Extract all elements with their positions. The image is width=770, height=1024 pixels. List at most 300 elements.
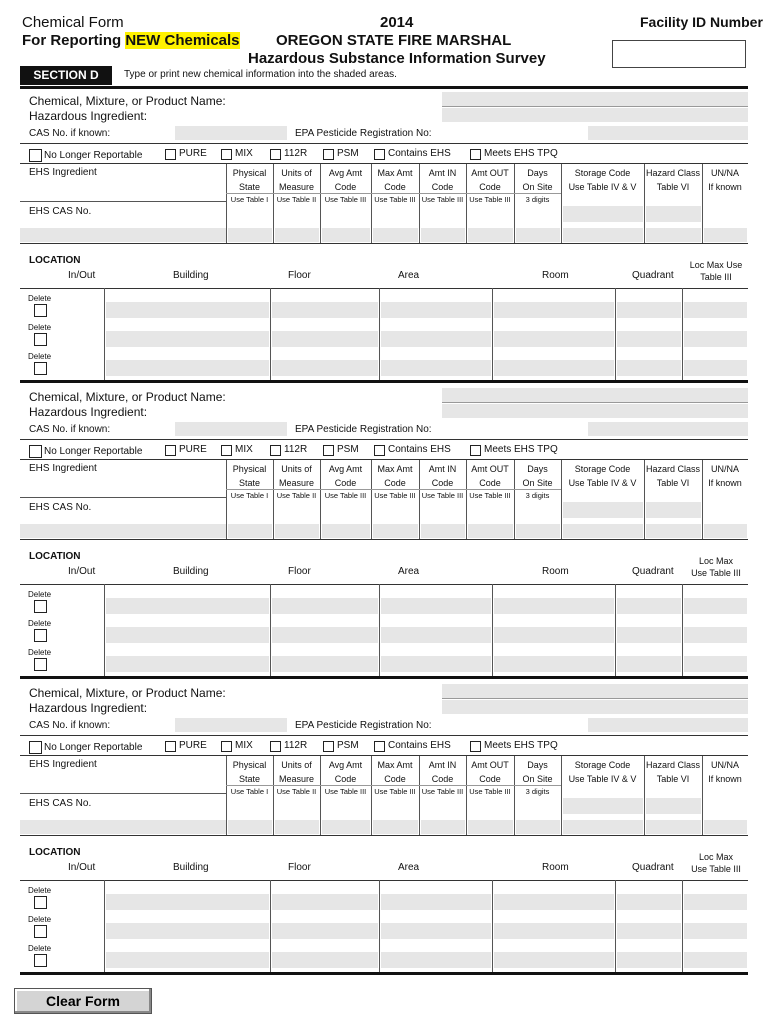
- location-input-field[interactable]: [381, 331, 491, 347]
- column-header-text: Use Table III: [374, 195, 416, 204]
- column-header: [320, 758, 371, 798]
- column-input-field[interactable]: [704, 228, 747, 242]
- location-input-field[interactable]: [494, 894, 614, 910]
- column-header-text: Table VI: [656, 478, 690, 488]
- column-input-field[interactable]: [228, 524, 272, 538]
- cas-no-label: CAS No. if known:: [29, 128, 111, 139]
- column-divider: [320, 164, 321, 244]
- location-input-field[interactable]: [106, 331, 269, 347]
- hazardous-ingredient-field[interactable]: [442, 700, 748, 714]
- ehs-cas-label: EHS CAS No.: [29, 502, 92, 513]
- column-divider: [492, 288, 493, 380]
- column-divider: [104, 288, 105, 380]
- location-input-field[interactable]: [617, 360, 681, 376]
- 112r-label: 112R: [284, 444, 308, 455]
- column-input-field[interactable]: [421, 524, 465, 538]
- location-input-field[interactable]: [494, 627, 614, 643]
- column-input-field[interactable]: [421, 228, 465, 242]
- column-header: [561, 758, 644, 786]
- location-input-field[interactable]: [684, 360, 747, 376]
- ehs-ingredient-label: EHS Ingredient: [29, 167, 97, 178]
- location-input-field[interactable]: [494, 360, 614, 376]
- storage-code-field[interactable]: [646, 798, 701, 814]
- column-header: [466, 462, 514, 502]
- column-header-text: Storage Code: [574, 760, 631, 770]
- location-input-field[interactable]: [494, 598, 614, 614]
- location-input-field[interactable]: [617, 923, 681, 939]
- location-label: LOCATION: [29, 551, 81, 562]
- location-input-field[interactable]: [684, 923, 747, 939]
- loc-floor-header: Floor: [288, 270, 311, 281]
- delete-checkbox[interactable]: [34, 954, 47, 967]
- loc-max-header-line1: Loc Max Use: [689, 260, 743, 270]
- location-input-field[interactable]: [381, 952, 491, 968]
- column-header-text: If known: [708, 182, 742, 192]
- column-header-text: Use Table III: [374, 491, 416, 500]
- row-divider: [20, 439, 748, 440]
- location-input-field[interactable]: [381, 598, 491, 614]
- column-divider: [561, 460, 562, 540]
- column-header-text: Use Table I: [230, 491, 269, 500]
- location-input-field[interactable]: [684, 331, 747, 347]
- epa-no-label: EPA Pesticide Registration No:: [295, 720, 432, 731]
- loc-max-header-line2: Use Table III: [691, 864, 741, 874]
- column-divider: [682, 880, 683, 972]
- loc-quadrant-header: Quadrant: [632, 862, 674, 873]
- column-divider: [561, 756, 562, 836]
- cas-no-field[interactable]: [175, 718, 287, 732]
- column-divider: [273, 460, 274, 540]
- column-input-field[interactable]: [516, 524, 560, 538]
- mix-label: MIX: [235, 740, 253, 751]
- hazardous-ingredient-field[interactable]: [442, 108, 748, 122]
- location-input-field[interactable]: [684, 302, 747, 318]
- loc-room-header: Room: [542, 862, 569, 873]
- delete-checkbox[interactable]: [34, 629, 47, 642]
- column-divider: [492, 584, 493, 676]
- column-header-text: Use Table III: [324, 195, 367, 204]
- location-input-field[interactable]: [106, 627, 269, 643]
- column-header-text: Code: [334, 774, 357, 784]
- section-instructions: Type or print new chemical information into the shaded areas.: [124, 69, 397, 80]
- meets-ehs-tpq-checkbox[interactable]: [470, 445, 481, 456]
- location-input-field[interactable]: [617, 598, 681, 614]
- delete-checkbox[interactable]: [34, 362, 47, 375]
- column-divider: [514, 756, 515, 836]
- column-input-field[interactable]: [322, 524, 370, 538]
- ehs-cas-field[interactable]: [20, 524, 226, 538]
- loc-quadrant-header: Quadrant: [632, 270, 674, 281]
- column-divider: [615, 288, 616, 380]
- delete-checkbox[interactable]: [34, 925, 47, 938]
- column-header: [419, 758, 466, 798]
- location-input-field[interactable]: [106, 894, 269, 910]
- column-input-field[interactable]: [275, 524, 319, 538]
- field-underline: [442, 106, 748, 107]
- column-input-field[interactable]: [563, 820, 643, 834]
- row-divider: [20, 735, 748, 736]
- chemical-name-field[interactable]: [442, 388, 748, 402]
- location-label: LOCATION: [29, 255, 81, 266]
- location-input-field[interactable]: [684, 656, 747, 672]
- no-longer-reportable-checkbox[interactable]: [29, 445, 42, 458]
- column-header-text: On Site: [522, 478, 553, 488]
- location-input-field[interactable]: [272, 360, 378, 376]
- pure-checkbox[interactable]: [165, 445, 176, 456]
- column-header-text: Amt OUT: [471, 168, 509, 178]
- column-header: [466, 758, 514, 798]
- column-input-field[interactable]: [704, 524, 747, 538]
- epa-no-label: EPA Pesticide Registration No:: [295, 128, 432, 139]
- location-input-field[interactable]: [381, 894, 491, 910]
- hazardous-ingredient-label: Hazardous Ingredient:: [29, 701, 148, 715]
- delete-checkbox[interactable]: [34, 600, 47, 613]
- loc-max-header-line1: Loc Max: [698, 852, 733, 862]
- psm-label: PSM: [337, 444, 359, 455]
- column-input-field[interactable]: [373, 228, 418, 242]
- column-header-text: Use Table III: [469, 491, 511, 500]
- column-divider: [104, 880, 105, 972]
- epa-no-field[interactable]: [588, 126, 748, 140]
- 112r-checkbox[interactable]: [270, 741, 281, 752]
- location-input-field[interactable]: [617, 302, 681, 318]
- column-header: [514, 758, 561, 798]
- delete-label: Delete: [28, 915, 52, 924]
- location-input-field[interactable]: [684, 598, 747, 614]
- report-highlight: NEW Chemicals: [125, 32, 240, 49]
- column-header-text: Days: [527, 464, 548, 474]
- column-header-text: Physical: [232, 760, 267, 770]
- column-header: [273, 462, 320, 502]
- delete-checkbox[interactable]: [34, 896, 47, 909]
- no-longer-reportable-label: No Longer Reportable: [44, 742, 143, 753]
- location-input-field[interactable]: [494, 302, 614, 318]
- storage-code-field[interactable]: [563, 798, 643, 814]
- loc-inout-header: In/Out: [68, 566, 96, 577]
- column-header: [226, 166, 273, 206]
- delete-label: Delete: [28, 619, 52, 628]
- column-header-text: Amt IN: [428, 464, 457, 474]
- loc-building-header: Building: [173, 270, 209, 281]
- loc-area-header: Area: [398, 862, 420, 873]
- column-input-field[interactable]: [468, 228, 513, 242]
- column-header-text: Use Table III: [324, 491, 367, 500]
- column-input-field[interactable]: [275, 820, 319, 834]
- column-divider: [644, 164, 645, 244]
- location-input-field[interactable]: [617, 656, 681, 672]
- column-divider: [379, 288, 380, 380]
- loc-room-header: Room: [542, 566, 569, 577]
- storage-code-field[interactable]: [646, 502, 701, 518]
- location-input-field[interactable]: [106, 923, 269, 939]
- pure-checkbox[interactable]: [165, 741, 176, 752]
- meets-ehs-tpq-checkbox[interactable]: [470, 149, 481, 160]
- contains-ehs-checkbox[interactable]: [374, 445, 385, 456]
- form-title: Chemical Form: [22, 14, 124, 31]
- column-input-field[interactable]: [704, 820, 747, 834]
- section-tab: SECTION D: [20, 66, 112, 85]
- ehs-cas-field[interactable]: [20, 228, 226, 242]
- psm-checkbox[interactable]: [323, 149, 334, 160]
- column-input-field[interactable]: [322, 228, 370, 242]
- no-longer-reportable-checkbox[interactable]: [29, 149, 42, 162]
- column-header-text: 3 digits: [525, 195, 550, 204]
- delete-checkbox[interactable]: [34, 658, 47, 671]
- block-divider: [20, 380, 748, 383]
- column-input-field[interactable]: [516, 820, 560, 834]
- column-divider: [273, 164, 274, 244]
- column-input-field[interactable]: [322, 820, 370, 834]
- contains-ehs-checkbox[interactable]: [374, 149, 385, 160]
- location-input-field[interactable]: [494, 923, 614, 939]
- form-year: 2014: [380, 14, 414, 31]
- row-divider: [20, 163, 748, 164]
- column-input-field[interactable]: [563, 524, 643, 538]
- facility-id-field[interactable]: [612, 40, 746, 68]
- column-header: [702, 758, 748, 786]
- column-header-text: Use Table II: [276, 787, 317, 796]
- mix-checkbox[interactable]: [221, 445, 232, 456]
- loc-area-header: Area: [398, 566, 420, 577]
- contains-ehs-label: Contains EHS: [388, 444, 451, 455]
- location-label: LOCATION: [29, 847, 81, 858]
- column-header-text: Amt IN: [428, 168, 457, 178]
- column-header: [320, 166, 371, 206]
- location-input-field[interactable]: [106, 360, 269, 376]
- mix-checkbox[interactable]: [221, 741, 232, 752]
- loc-max-header-line2: Use Table III: [691, 568, 741, 578]
- loc-max-header-line1: Loc Max: [698, 556, 733, 566]
- column-header-text: Table VI: [656, 774, 690, 784]
- column-header-text: 3 digits: [525, 491, 550, 500]
- column-header-text: Physical: [232, 464, 267, 474]
- column-header-text: Use Table I: [230, 787, 269, 796]
- contains-ehs-label: Contains EHS: [388, 740, 451, 751]
- location-input-field[interactable]: [494, 952, 614, 968]
- row-divider: [20, 201, 226, 202]
- chemical-name-field[interactable]: [442, 92, 748, 106]
- column-input-field[interactable]: [468, 820, 513, 834]
- column-input-field[interactable]: [646, 228, 701, 242]
- column-header: [371, 758, 419, 798]
- location-input-field[interactable]: [272, 302, 378, 318]
- 112r-checkbox[interactable]: [270, 149, 281, 160]
- epa-no-field[interactable]: [588, 422, 748, 436]
- column-divider: [320, 460, 321, 540]
- ehs-cas-label: EHS CAS No.: [29, 206, 92, 217]
- column-header: [561, 462, 644, 490]
- delete-checkbox[interactable]: [34, 304, 47, 317]
- location-input-field[interactable]: [381, 360, 491, 376]
- location-input-field[interactable]: [684, 894, 747, 910]
- storage-code-field[interactable]: [563, 502, 643, 518]
- column-input-field[interactable]: [468, 524, 513, 538]
- location-input-field[interactable]: [617, 952, 681, 968]
- row-divider: [226, 193, 561, 194]
- psm-label: PSM: [337, 148, 359, 159]
- loc-floor-header: Floor: [288, 862, 311, 873]
- psm-checkbox[interactable]: [323, 741, 334, 752]
- contains-ehs-checkbox[interactable]: [374, 741, 385, 752]
- location-input-field[interactable]: [617, 894, 681, 910]
- column-header-text: Max Amt: [377, 168, 413, 178]
- column-header-text: Measure: [278, 478, 314, 488]
- chemical-name-field[interactable]: [442, 684, 748, 698]
- field-underline: [442, 402, 748, 403]
- meets-ehs-tpq-checkbox[interactable]: [470, 741, 481, 752]
- column-header-text: Use Table IV & V: [568, 478, 637, 488]
- column-divider: [702, 460, 703, 540]
- location-input-field[interactable]: [272, 923, 378, 939]
- pure-label: PURE: [179, 740, 207, 751]
- location-input-field[interactable]: [272, 331, 378, 347]
- column-header: [514, 166, 561, 206]
- clear-form-button[interactable]: Clear Form: [14, 988, 152, 1014]
- row-divider: [20, 835, 748, 836]
- column-header-text: Storage Code: [574, 464, 631, 474]
- location-input-field[interactable]: [494, 656, 614, 672]
- column-divider: [644, 460, 645, 540]
- column-header-text: Amt OUT: [471, 760, 509, 770]
- pure-checkbox[interactable]: [165, 149, 176, 160]
- location-input-field[interactable]: [494, 331, 614, 347]
- row-divider: [226, 489, 561, 490]
- column-header-text: 3 digits: [525, 787, 550, 796]
- column-input-field[interactable]: [228, 820, 272, 834]
- location-input-field[interactable]: [272, 627, 378, 643]
- 112r-label: 112R: [284, 740, 308, 751]
- location-input-field[interactable]: [106, 598, 269, 614]
- column-divider: [371, 460, 372, 540]
- column-divider: [419, 164, 420, 244]
- location-input-field[interactable]: [381, 302, 491, 318]
- column-header-text: Avg Amt: [328, 464, 363, 474]
- row-divider: [20, 755, 748, 756]
- epa-no-field[interactable]: [588, 718, 748, 732]
- row-divider: [20, 459, 748, 460]
- location-input-field[interactable]: [684, 952, 747, 968]
- hazardous-ingredient-field[interactable]: [442, 404, 748, 418]
- column-header: [226, 758, 273, 798]
- column-header-text: Code: [384, 774, 406, 784]
- cas-no-field[interactable]: [175, 126, 287, 140]
- column-header-text: Table VI: [656, 182, 690, 192]
- location-input-field[interactable]: [381, 627, 491, 643]
- column-header-text: On Site: [522, 774, 553, 784]
- mix-label: MIX: [235, 148, 253, 159]
- location-input-field[interactable]: [272, 952, 378, 968]
- pure-label: PURE: [179, 148, 207, 159]
- row-divider: [20, 793, 226, 794]
- chemical-name-label: Chemical, Mixture, or Product Name:: [29, 686, 226, 700]
- column-header: [644, 166, 702, 194]
- column-input-field[interactable]: [373, 820, 418, 834]
- column-header-text: Max Amt: [377, 760, 413, 770]
- loc-area-header: Area: [398, 270, 420, 281]
- delete-checkbox[interactable]: [34, 333, 47, 346]
- location-input-field[interactable]: [272, 656, 378, 672]
- 112r-checkbox[interactable]: [270, 445, 281, 456]
- location-input-field[interactable]: [617, 627, 681, 643]
- column-divider: [104, 584, 105, 676]
- mix-checkbox[interactable]: [221, 149, 232, 160]
- column-input-field[interactable]: [646, 820, 701, 834]
- location-input-field[interactable]: [106, 952, 269, 968]
- no-longer-reportable-checkbox[interactable]: [29, 741, 42, 754]
- column-header-text: Storage Code: [574, 168, 631, 178]
- column-input-field[interactable]: [646, 524, 701, 538]
- column-header-text: Use Table II: [276, 491, 317, 500]
- column-header: [419, 166, 466, 206]
- storage-code-field[interactable]: [563, 206, 643, 222]
- location-input-field[interactable]: [272, 894, 378, 910]
- meets-ehs-tpq-label: Meets EHS TPQ: [484, 148, 558, 159]
- ehs-cas-field[interactable]: [20, 820, 226, 834]
- storage-code-field[interactable]: [646, 206, 701, 222]
- column-header-text: Code: [384, 478, 406, 488]
- report-prefix: For Reporting: [22, 32, 126, 49]
- column-input-field[interactable]: [516, 228, 560, 242]
- column-divider: [644, 756, 645, 836]
- psm-checkbox[interactable]: [323, 445, 334, 456]
- row-divider: [20, 497, 226, 498]
- column-divider: [320, 756, 321, 836]
- column-header: [273, 166, 320, 206]
- column-divider: [270, 584, 271, 676]
- column-header: [644, 758, 702, 786]
- block-divider: [20, 676, 748, 679]
- no-longer-reportable-label: No Longer Reportable: [44, 446, 143, 457]
- column-header: [466, 166, 514, 206]
- column-header-text: If known: [708, 774, 742, 784]
- location-input-field[interactable]: [381, 923, 491, 939]
- epa-no-label: EPA Pesticide Registration No:: [295, 424, 432, 435]
- column-header-text: Code: [334, 182, 357, 192]
- location-input-field[interactable]: [617, 331, 681, 347]
- column-input-field[interactable]: [563, 228, 643, 242]
- column-input-field[interactable]: [228, 228, 272, 242]
- column-input-field[interactable]: [373, 524, 418, 538]
- column-header-text: Use Table IV & V: [568, 774, 637, 784]
- column-divider: [702, 756, 703, 836]
- ehs-ingredient-label: EHS Ingredient: [29, 463, 97, 474]
- location-input-field[interactable]: [106, 656, 269, 672]
- location-input-field[interactable]: [684, 627, 747, 643]
- column-header-text: Code: [479, 182, 501, 192]
- contains-ehs-label: Contains EHS: [388, 148, 451, 159]
- delete-label: Delete: [28, 323, 52, 332]
- column-header-text: Hazard Class: [645, 464, 701, 474]
- delete-label: Delete: [28, 352, 52, 361]
- loc-building-header: Building: [173, 566, 209, 577]
- column-header-text: Use Table IV & V: [568, 182, 637, 192]
- loc-room-header: Room: [542, 270, 569, 281]
- column-header-text: Use Table II: [276, 195, 317, 204]
- location-input-field[interactable]: [381, 656, 491, 672]
- delete-label: Delete: [28, 648, 52, 657]
- loc-floor-header: Floor: [288, 566, 311, 577]
- location-input-field[interactable]: [106, 302, 269, 318]
- survey-title: Hazardous Substance Information Survey: [248, 50, 546, 67]
- cas-no-field[interactable]: [175, 422, 287, 436]
- column-header: [371, 462, 419, 502]
- column-input-field[interactable]: [421, 820, 465, 834]
- column-input-field[interactable]: [275, 228, 319, 242]
- location-input-field[interactable]: [272, 598, 378, 614]
- column-divider: [226, 756, 227, 836]
- column-divider: [682, 288, 683, 380]
- column-header-text: Days: [527, 168, 548, 178]
